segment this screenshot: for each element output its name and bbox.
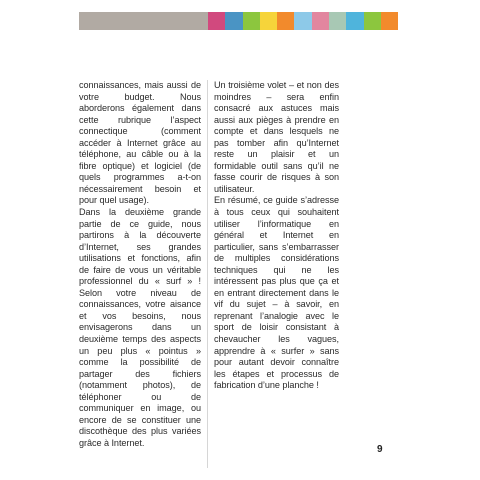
page-number: 9 (377, 444, 383, 455)
color-swatch (364, 12, 381, 30)
color-swatch (346, 12, 363, 30)
color-swatch (329, 12, 346, 30)
right-text-column (214, 80, 339, 392)
color-swatch (225, 12, 242, 30)
header-color-band (79, 12, 415, 30)
color-swatch (243, 12, 260, 30)
right-paragraph-1: Un troisième volet – et non des moindres – sera enfin consacré aux astuces mais aussi aux pièges à prendre en compte et dans lesquels ne pas tomber afin qu’Internet reste un plaisir et un formidable outil sans qu’il ne fasse courir de risques à son utilisateur. (214, 80, 339, 194)
color-swatch (381, 12, 398, 30)
header-gray-bar (79, 12, 208, 30)
color-swatch (312, 12, 329, 30)
color-swatch (208, 12, 225, 30)
left-text-column (79, 80, 201, 450)
left-column-text: connaissances, mais aussi de votre budget. Nous aborderons également dans cette rubrique l’aspect connectique (comment accéder à Internet grâce au téléphone, au câble ou à la fibre optique) et logiciel (de quels programmes a-t-on nécessairement besoin et pour quel usage). Dans la deuxième grande partie de ce guide, nous partirons à la découverte d’Internet, ses grandes utilisations et fonctions, afin de faire de vous un véritable professionnel du « surf » ! Selon votre niveau de connaissances, votre aisance et vos besoins, nous envisagerons dans un deuxième temps des aspects un peu plus « pointus » comme la possibilité de partager des fichiers (notamment photos), de téléphoner ou de communiquer en image, ou encore de se constituer une discothèque des plus variées grâce à Internet. (79, 80, 201, 448)
color-swatch (260, 12, 277, 30)
column-divider (207, 80, 208, 468)
color-swatch (294, 12, 311, 30)
color-swatch-row (208, 12, 398, 30)
color-swatch (277, 12, 294, 30)
right-paragraph-2: En résumé, ce guide s’adresse à tous ceux qui souhaitent utiliser l’informatique en général et Internet en particulier, sans s’embarrasser de multiples considérations techniques qui ne les intéressent pas plus que ça et en entrant directement dans le vif du sujet – à savoir, en reprenant l’analogie avec le sport de loisir consistant à chevaucher les vagues, apprendre à « surfer » sans pour autant devoir connaître les étapes et processus de fabrication d’une planche ! (214, 195, 339, 391)
